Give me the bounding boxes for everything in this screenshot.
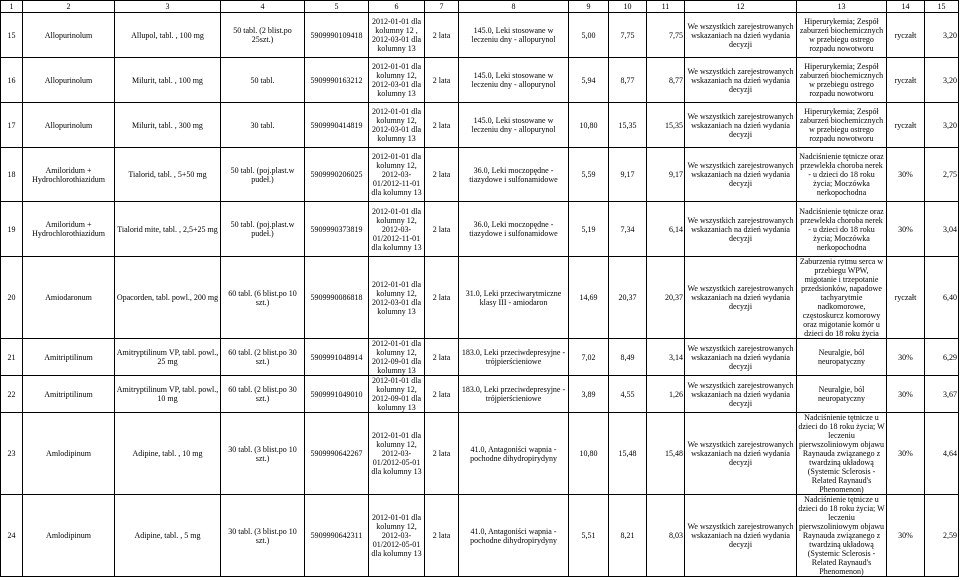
wholesale-price-cell: 8,77 xyxy=(609,58,647,103)
payment-level-cell: 30% xyxy=(887,339,925,376)
off-label-indications-cell: Hiperurykemia; Zespół zaburzeń biochemicznych w przebiegu ostrego rozpadu nowotworu xyxy=(797,13,887,58)
table-row xyxy=(1,376,959,413)
package-cell: 30 tabl. (3 blist.po 10 szt.) xyxy=(221,413,305,495)
product-cell: Tialorid, tabl. , 5+50 mg xyxy=(115,148,221,202)
decision-period-cell: 2 lata xyxy=(425,339,459,376)
limit-group-cell: 36.0, Leki moczopędne - tiazydowe i sulfonamidowe xyxy=(459,148,569,202)
limit-group-cell: 41.0, Antagoniści wapnia - pochodne dihydropirydyny xyxy=(459,495,569,577)
limit-group-cell: 145.0, Leki stosowane w leczeniu dny - allopurynol xyxy=(459,58,569,103)
lp-cell: 21 xyxy=(1,339,23,376)
retail-price-cell: 1,26 xyxy=(647,376,685,413)
wholesale-price-cell: 15,35 xyxy=(609,103,647,148)
surcharge-cell: 3,67 xyxy=(925,376,959,413)
column-number: 13 xyxy=(797,1,887,13)
retail-price-cell: 8,77 xyxy=(647,58,685,103)
limit-group-cell: 41.0, Antagoniści wapnia - pochodne dihydropirydyny xyxy=(459,413,569,495)
retail-price-cell: 7,75 xyxy=(647,13,685,58)
decision-period-cell: 2 lata xyxy=(425,58,459,103)
ean-cell: 5909990206025 xyxy=(305,148,369,202)
retail-price-cell: 8,03 xyxy=(647,495,685,577)
payment-level-cell: ryczałt xyxy=(887,103,925,148)
official-price-cell: 5,19 xyxy=(569,202,609,257)
column-number: 1 xyxy=(1,1,23,13)
retail-price-cell: 15,35 xyxy=(647,103,685,148)
validity-cell: 2012-01-01 dla kolumny 12 , 2012-03-01 dla kolumny 13 xyxy=(369,13,425,58)
decision-period-cell: 2 lata xyxy=(425,148,459,202)
decision-period-cell: 2 lata xyxy=(425,257,459,339)
ean-cell: 5909990373819 xyxy=(305,202,369,257)
official-price-cell: 7,02 xyxy=(569,339,609,376)
package-cell: 50 tabl. xyxy=(221,58,305,103)
column-number: 9 xyxy=(569,1,609,13)
decision-period-cell: 2 lata xyxy=(425,13,459,58)
package-cell: 50 tabl. (2 blist.po 25szt.) xyxy=(221,13,305,58)
product-cell: Amitryptilinum VP, tabl. powl., 25 mg xyxy=(115,339,221,376)
payment-level-cell: ryczałt xyxy=(887,58,925,103)
package-cell: 50 tabl. (poj.plast.w pudeł.) xyxy=(221,202,305,257)
official-price-cell: 5,59 xyxy=(569,148,609,202)
indications-cell: We wszystkich zarejestrowanych wskazaniach na dzień wydania decyzji xyxy=(685,376,797,413)
surcharge-cell: 6,29 xyxy=(925,339,959,376)
package-cell: 60 tabl. (2 blist.po 30 szt.) xyxy=(221,339,305,376)
product-cell: Milurit, tabl. , 300 mg xyxy=(115,103,221,148)
column-number: 8 xyxy=(459,1,569,13)
column-number-row xyxy=(1,1,959,13)
surcharge-cell: 3,20 xyxy=(925,103,959,148)
table-row xyxy=(1,103,959,148)
table-row xyxy=(1,495,959,577)
substance-cell: Amlodipinum xyxy=(23,495,115,577)
lp-cell: 23 xyxy=(1,413,23,495)
column-number: 6 xyxy=(369,1,425,13)
substance-cell: Amitriptilinum xyxy=(23,376,115,413)
payment-level-cell: 30% xyxy=(887,495,925,577)
off-label-indications-cell: Hiperurykemia; Zespół zaburzeń biochemicznych w przebiegu ostrego rozpadu nowotworu xyxy=(797,103,887,148)
column-number: 14 xyxy=(887,1,925,13)
surcharge-cell: 4,64 xyxy=(925,413,959,495)
retail-price-cell: 3,14 xyxy=(647,339,685,376)
off-label-indications-cell: Zaburzenia rytmu serca w przebiegu WPW, migotanie i trzepotanie przedsionków, napadowe tachyarytmie nadkomorowe, częstoskurcz komorowy oraz migotanie komór u dzieci do 18 roku życia xyxy=(797,257,887,339)
indications-cell: We wszystkich zarejestrowanych wskazaniach na dzień wydania decyzji xyxy=(685,339,797,376)
column-number: 11 xyxy=(647,1,685,13)
validity-cell: 2012-01-01 dla kolumny 12, 2012-03-01/2012-11-01 dla kolumny 13 xyxy=(369,148,425,202)
validity-cell: 2012-01-01 dla kolumny 12, 2012-03-01/2012-11-01 dla kolumny 13 xyxy=(369,202,425,257)
retail-price-cell: 6,14 xyxy=(647,202,685,257)
lp-cell: 22 xyxy=(1,376,23,413)
off-label-indications-cell: Neuralgie, ból neuropatyczny xyxy=(797,339,887,376)
validity-cell: 2012-01-01 dla kolumny 12, 2012-03-01 dla kolumny 13 xyxy=(369,103,425,148)
product-cell: Amitryptilinum VP, tabl. powl., 10 mg xyxy=(115,376,221,413)
substance-cell: Allopurinolum xyxy=(23,13,115,58)
column-number: 3 xyxy=(115,1,221,13)
wholesale-price-cell: 8,21 xyxy=(609,495,647,577)
product-cell: Allupol, tabl. , 100 mg xyxy=(115,13,221,58)
validity-cell: 2012-01-01 dla kolumny 12, 2012-03-01/2012-05-01 dla kolumny 13 xyxy=(369,413,425,495)
lp-cell: 15 xyxy=(1,13,23,58)
off-label-indications-cell: Nadciśnienie tętnicze u dzieci do 18 roku życia; W leczeniu pierwszoliniowym objawu Raynauda związanego z twardziną układową (Systemic Sclerosis - Related Raynaud's Phenomenon) xyxy=(798,495,885,576)
surcharge-cell: 3,20 xyxy=(925,58,959,103)
surcharge-cell: 2,59 xyxy=(925,495,959,577)
product-cell: Adipine, tabl. , 10 mg xyxy=(115,413,221,495)
official-price-cell: 14,69 xyxy=(569,257,609,339)
wholesale-price-cell: 20,37 xyxy=(609,257,647,339)
substance-cell: Amiloridum + Hydrochlorothiazidum xyxy=(23,148,115,202)
official-price-cell: 3,89 xyxy=(569,376,609,413)
surcharge-cell: 3,20 xyxy=(925,13,959,58)
lp-cell: 16 xyxy=(1,58,23,103)
decision-period-cell: 2 lata xyxy=(425,103,459,148)
product-cell: Opacorden, tabl. powl., 200 mg xyxy=(115,257,221,339)
off-label-indications-cell: Hiperurykemia; Zespół zaburzeń biochemicznych w przebiegu ostrego rozpadu nowotworu xyxy=(797,58,887,103)
substance-cell: Amiodaronum xyxy=(23,257,115,339)
payment-level-cell: 30% xyxy=(887,413,925,495)
column-number: 5 xyxy=(305,1,369,13)
substance-cell: Amiloridum + Hydrochlorothiazidum xyxy=(23,202,115,257)
ean-cell: 5909990642267 xyxy=(305,413,369,495)
indications-cell: We wszystkich zarejestrowanych wskazaniach na dzień wydania decyzji xyxy=(685,103,797,148)
wholesale-price-cell: 7,75 xyxy=(609,13,647,58)
validity-cell: 2012-01-01 dla kolumny 12, 2012-09-01 dla kolumny 13 xyxy=(369,339,425,376)
package-cell: 60 tabl. (2 blist.po 30 szt.) xyxy=(221,376,305,413)
validity-cell: 2012-01-01 dla kolumny 12, 2012-09-01 dla kolumny 13 xyxy=(369,376,425,413)
validity-cell: 2012-01-01 dla kolumny 12, 2012-03-01/2012-05-01 dla kolumny 13 xyxy=(369,495,425,577)
payment-level-cell: ryczałt xyxy=(887,257,925,339)
lp-cell: 19 xyxy=(1,202,23,257)
lp-cell: 24 xyxy=(1,495,23,577)
package-cell: 60 tabl. (6 blist.po 10 szt.) xyxy=(221,257,305,339)
ean-cell: 5909990642311 xyxy=(305,495,369,577)
payment-level-cell: 30% xyxy=(887,148,925,202)
ean-cell: 5909990109418 xyxy=(305,13,369,58)
limit-group-cell: 36.0, Leki moczopędne - tiazydowe i sulfonamidowe xyxy=(459,202,569,257)
product-cell: Milurit, tabl. , 100 mg xyxy=(115,58,221,103)
indications-cell: We wszystkich zarejestrowanych wskazaniach na dzień wydania decyzji xyxy=(685,257,797,339)
validity-cell: 2012-01-01 dla kolumny 12, 2012-03-01 dla kolumny 13 xyxy=(369,257,425,339)
surcharge-cell: 6,40 xyxy=(925,257,959,339)
payment-level-cell: ryczałt xyxy=(887,13,925,58)
ean-cell: 5909990414819 xyxy=(305,103,369,148)
column-number: 12 xyxy=(685,1,797,13)
official-price-cell: 10,80 xyxy=(569,413,609,495)
decision-period-cell: 2 lata xyxy=(425,413,459,495)
indications-cell: We wszystkich zarejestrowanych wskazaniach na dzień wydania decyzji xyxy=(685,58,797,103)
off-label-indications-cell: Nadciśnienie tętnicze u dzieci do 18 roku życia; W leczeniu pierwszoliniowym objawu Raynauda związanego z twardziną układową (Systemic Sclerosis - Related Raynaud's Phenomenon) xyxy=(798,413,885,494)
column-number: 2 xyxy=(23,1,115,13)
official-price-cell: 5,00 xyxy=(569,13,609,58)
wholesale-price-cell: 8,49 xyxy=(609,339,647,376)
wholesale-price-cell: 4,55 xyxy=(609,376,647,413)
payment-level-cell: 30% xyxy=(887,202,925,257)
limit-group-cell: 183.0, Leki przeciwdepresyjne - trójpierścieniowe xyxy=(459,376,569,413)
off-label-indications-cell: Nadciśnienie tętnicze oraz przewlekła choroba nerek - u dzieci do 18 roku życia; Moczówka nerkopochodna xyxy=(797,202,887,257)
payment-level-cell: 30% xyxy=(887,376,925,413)
limit-group-cell: 145.0, Leki stosowane w leczeniu dny - allopurynol xyxy=(459,13,569,58)
column-number: 4 xyxy=(221,1,305,13)
table-row xyxy=(1,257,959,339)
ean-cell: 5909991049010 xyxy=(305,376,369,413)
retail-price-cell: 9,17 xyxy=(647,148,685,202)
wholesale-price-cell: 7,34 xyxy=(609,202,647,257)
indications-cell: We wszystkich zarejestrowanych wskazaniach na dzień wydania decyzji xyxy=(685,413,797,495)
substance-cell: Amlodipinum xyxy=(23,413,115,495)
limit-group-cell: 183.0, Leki przeciwdepresyjne - trójpierścieniowe xyxy=(459,339,569,376)
ean-cell: 5909991048914 xyxy=(305,339,369,376)
column-number: 7 xyxy=(425,1,459,13)
package-cell: 50 tabl. (poj.plast.w pudeł.) xyxy=(221,148,305,202)
table-row xyxy=(1,58,959,103)
ean-cell: 5909990163212 xyxy=(305,58,369,103)
off-label-indications-cell: Nadciśnienie tętnicze oraz przewlekła choroba nerek - u dzieci do 18 roku życia; Moczówka nerkopochodna xyxy=(797,148,887,202)
package-cell: 30 tabl. xyxy=(221,103,305,148)
decision-period-cell: 2 lata xyxy=(425,495,459,577)
table-row xyxy=(1,339,959,376)
product-cell: Tialorid mite, tabl. , 2,5+25 mg xyxy=(115,202,221,257)
column-number: 10 xyxy=(609,1,647,13)
limit-group-cell: 31.0, Leki przeciwarytmiczne klasy III - amiodaron xyxy=(459,257,569,339)
wholesale-price-cell: 9,17 xyxy=(609,148,647,202)
surcharge-cell: 3,04 xyxy=(925,202,959,257)
table-row xyxy=(1,13,959,58)
product-cell: Adipine, tabl. , 5 mg xyxy=(115,495,221,577)
surcharge-cell: 2,75 xyxy=(925,148,959,202)
column-number: 15 xyxy=(925,1,959,13)
ean-cell: 5909990086818 xyxy=(305,257,369,339)
decision-period-cell: 2 lata xyxy=(425,202,459,257)
table-row xyxy=(1,202,959,257)
lp-cell: 18 xyxy=(1,148,23,202)
substance-cell: Allopurinolum xyxy=(23,58,115,103)
indications-cell: We wszystkich zarejestrowanych wskazaniach na dzień wydania decyzji xyxy=(685,13,797,58)
lp-cell: 17 xyxy=(1,103,23,148)
table-row xyxy=(1,413,959,495)
official-price-cell: 5,94 xyxy=(569,58,609,103)
substance-cell: Allopurinolum xyxy=(23,103,115,148)
decision-period-cell: 2 lata xyxy=(425,376,459,413)
indications-cell: We wszystkich zarejestrowanych wskazaniach na dzień wydania decyzji xyxy=(685,495,797,577)
lp-cell: 20 xyxy=(1,257,23,339)
indications-cell: We wszystkich zarejestrowanych wskazaniach na dzień wydania decyzji xyxy=(685,202,797,257)
validity-cell: 2012-01-01 dla kolumny 12, 2012-03-01 dla kolumny 13 xyxy=(369,58,425,103)
substance-cell: Amitriptilinum xyxy=(23,339,115,376)
wholesale-price-cell: 15,48 xyxy=(609,413,647,495)
package-cell: 30 tabl. (3 blist.po 10 szt.) xyxy=(221,495,305,577)
table-row xyxy=(1,148,959,202)
retail-price-cell: 15,48 xyxy=(647,413,685,495)
off-label-indications-cell: Neuralgie, ból neuropatyczny xyxy=(797,376,887,413)
official-price-cell: 5,51 xyxy=(569,495,609,577)
indications-cell: We wszystkich zarejestrowanych wskazaniach na dzień wydania decyzji xyxy=(685,148,797,202)
retail-price-cell: 20,37 xyxy=(647,257,685,339)
official-price-cell: 10,80 xyxy=(569,103,609,148)
limit-group-cell: 145.0, Leki stosowane w leczeniu dny - allopurynol xyxy=(459,103,569,148)
